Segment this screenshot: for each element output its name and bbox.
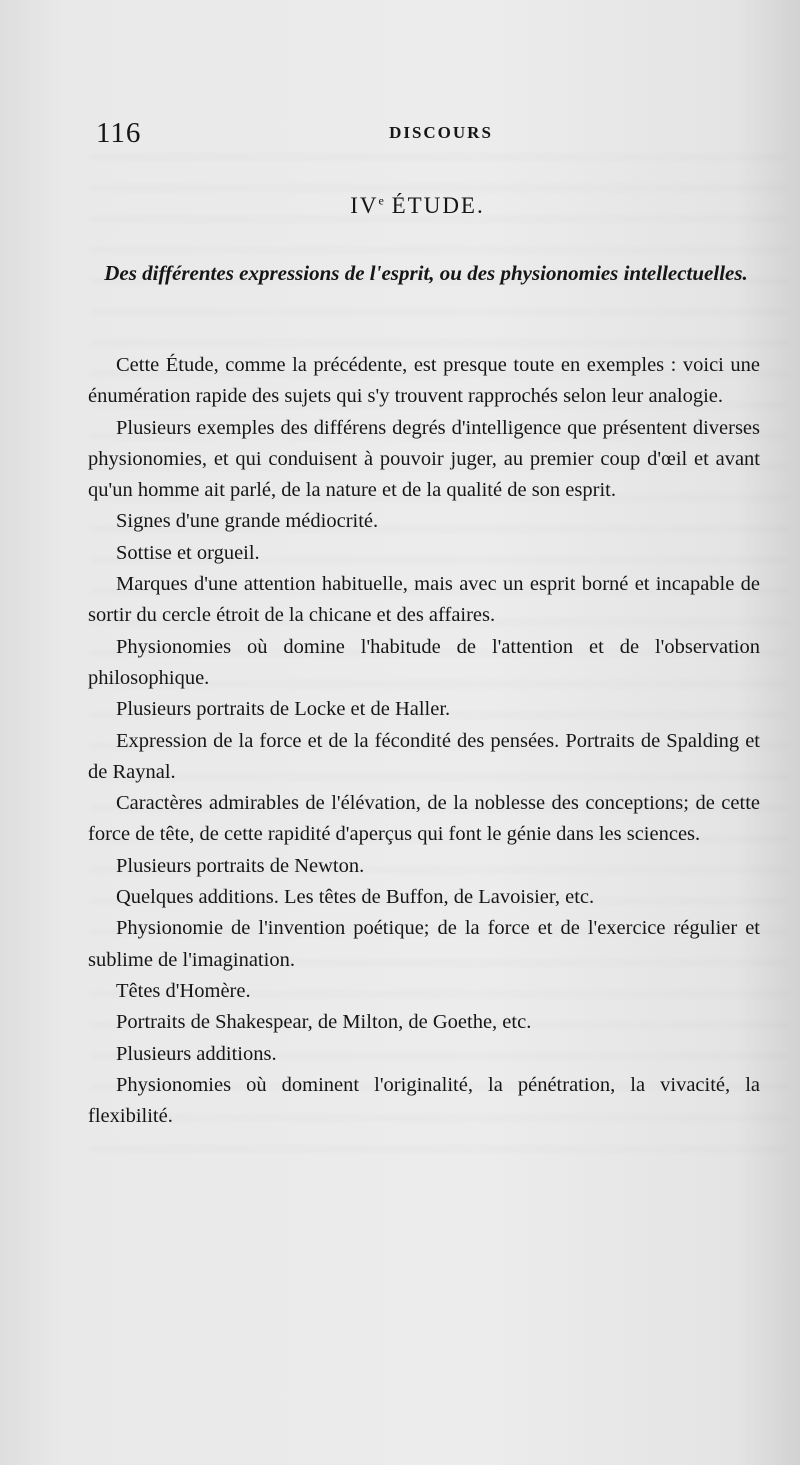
paragraph: Plusieurs exemples des différens degrés d'intelligence que présentent diverses physionomies, et qui conduisent à pouvoir juger, au premier coup d'œil et avant qu'un homme ait parlé, de la nature et de la qualité de son esprit.: [88, 416, 760, 502]
paragraph: Cette Étude, comme la précédente, est presque toute en exemples : voici une énumération rapide des sujets qui s'y trouvent rapprochés selon leur analogie.: [88, 354, 760, 408]
paragraph: Quelques additions. Les têtes de Buffon, de Lavoisier, etc.: [116, 886, 595, 909]
section-heading-sup: e: [378, 193, 384, 208]
section-heading-prefix: IV: [350, 193, 379, 218]
page-number: 116: [96, 117, 142, 149]
paragraph: Physionomie de l'invention poétique; de la force et de l'exercice régulier et sublime de l'imagination.: [88, 917, 760, 971]
paragraph: Plusieurs additions.: [116, 1042, 277, 1065]
paragraph: Sottise et orgueil.: [116, 541, 260, 564]
section-subtitle: Des différentes expressions de l'esprit, ou des physionomies intellectuelles.: [104, 261, 748, 285]
section-heading-title: ÉTUDE.: [383, 193, 485, 218]
running-head: DISCOURS: [389, 123, 493, 142]
section-heading: [0, 193, 800, 219]
paragraph: Physionomies où dominent l'originalité, la pénétration, la vivacité, la flexibilité.: [88, 1073, 760, 1128]
paragraph: Portraits de Shakespear, de Milton, de Goethe, etc.: [116, 1011, 532, 1034]
paragraph: Signes d'une grande médiocrité.: [116, 510, 379, 533]
paragraph: Expression de la force et de la fécondité des pensées. Portraits de Spalding et de Raynal.: [88, 729, 760, 783]
page-header: [96, 117, 756, 157]
paragraph: Têtes d'Homère.: [116, 979, 251, 1002]
paragraph: Marques d'une attention habituelle, mais avec un esprit borné et incapable de sortir du cercle étroit de la chicane et des affaires.: [88, 573, 760, 627]
paragraph: Physionomies où domine l'habitude de l'attention et de l'observation philosophique.: [88, 635, 760, 689]
paragraph: Plusieurs portraits de Locke et de Haller.: [116, 698, 451, 721]
paragraph: Caractères admirables de l'élévation, de la noblesse des conceptions; de cette force de tête, de cette rapidité d'aperçus qui font le génie dans les sciences.: [88, 792, 760, 846]
paragraph: Plusieurs portraits de Newton.: [116, 854, 365, 877]
body-text: [88, 350, 760, 1132]
